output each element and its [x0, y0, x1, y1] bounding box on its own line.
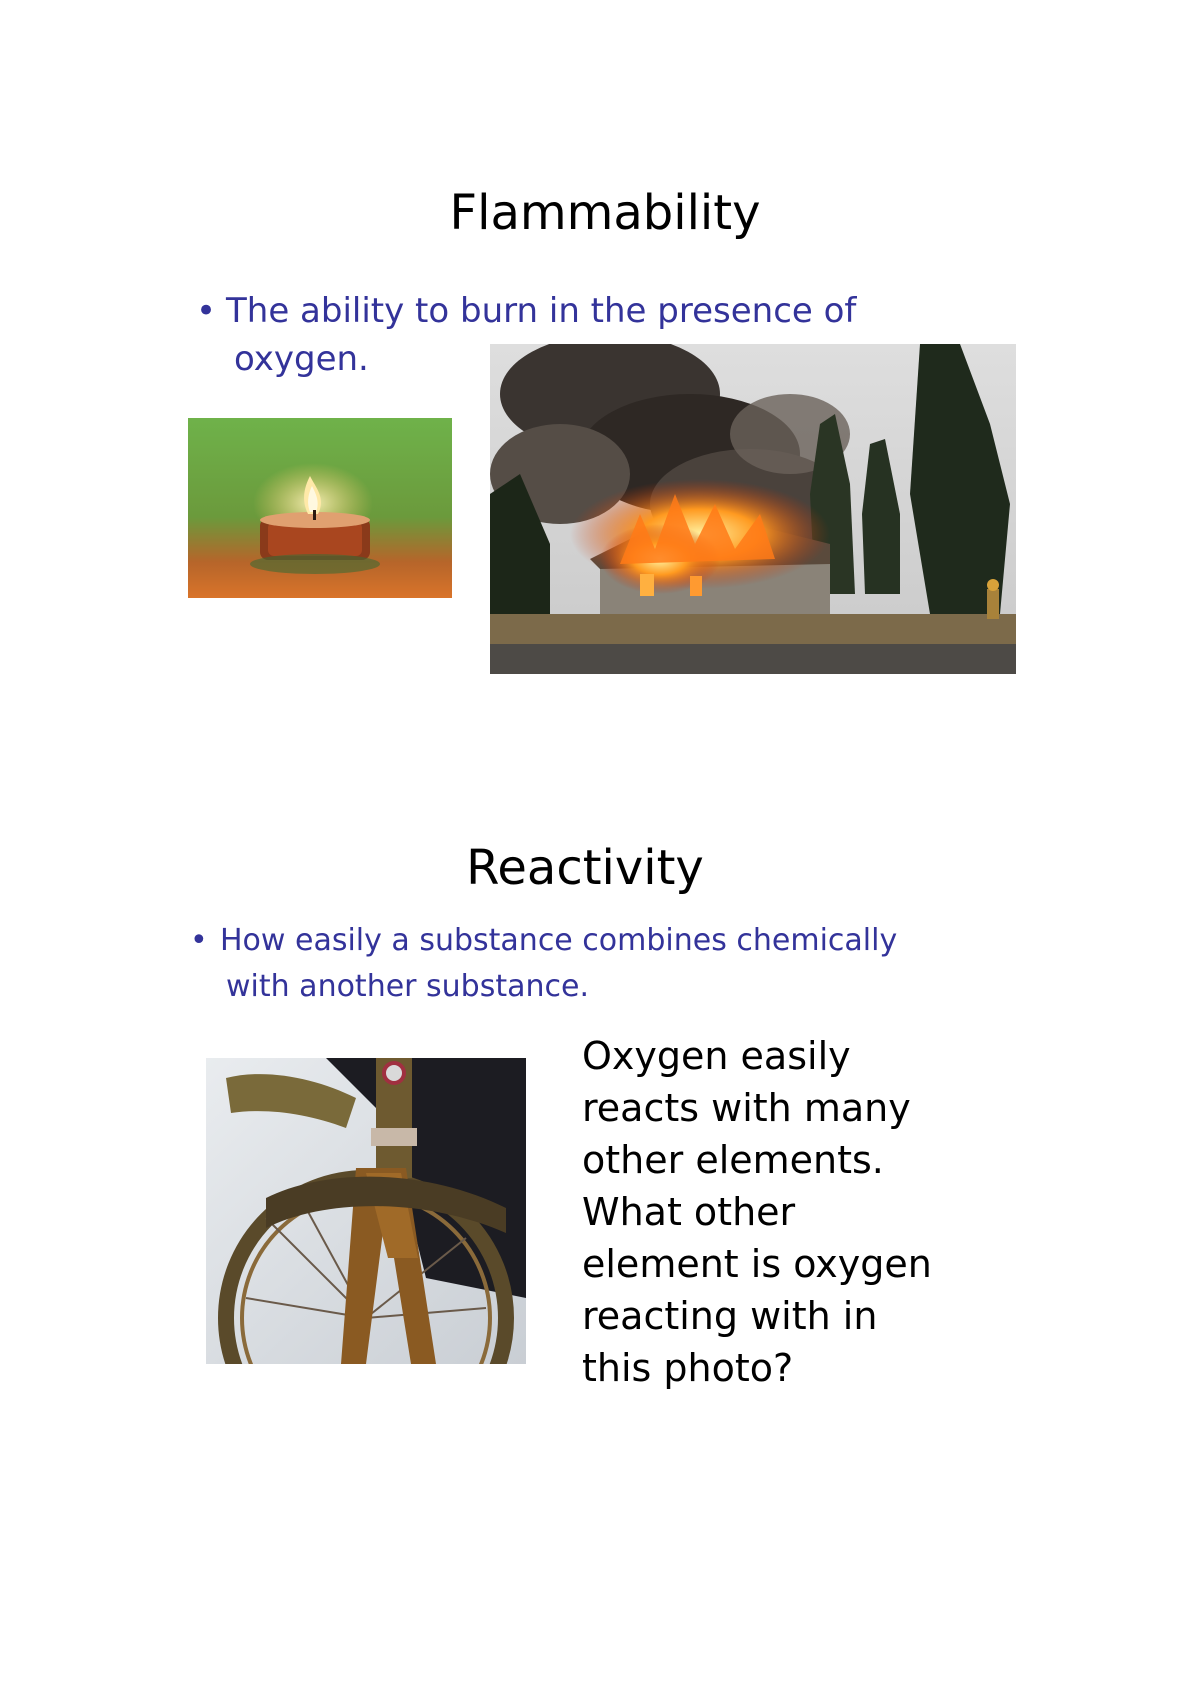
slide1-title: Flammability [449, 185, 761, 241]
slide1-bullet-line2: oxygen. [234, 339, 369, 379]
burning-house-photo [490, 344, 1016, 674]
slide2-bullet-line2: with another substance. [226, 969, 590, 1004]
slide2-bullet-line1: How easily a substance combines chemically [220, 923, 898, 958]
question-line: What other [582, 1190, 796, 1234]
bullet-mark: • [190, 923, 208, 958]
rusty-bicycle-photo [206, 1058, 526, 1364]
question-line: reacts with many [582, 1086, 911, 1130]
question-line: element is oxygen [582, 1242, 932, 1286]
slide2-title: Reactivity [466, 840, 704, 896]
question-line: this photo? [582, 1346, 794, 1390]
bullet-mark: • [196, 291, 217, 331]
slide2-bullet [190, 918, 897, 1010]
reactivity-question [582, 1030, 932, 1394]
slide1-bullet-line1: The ability to burn in the presence of [226, 291, 857, 331]
question-line: other elements. [582, 1138, 884, 1182]
question-line: Oxygen easily [582, 1034, 851, 1078]
candle-photo [188, 418, 452, 598]
question-line: reacting with in [582, 1294, 878, 1338]
